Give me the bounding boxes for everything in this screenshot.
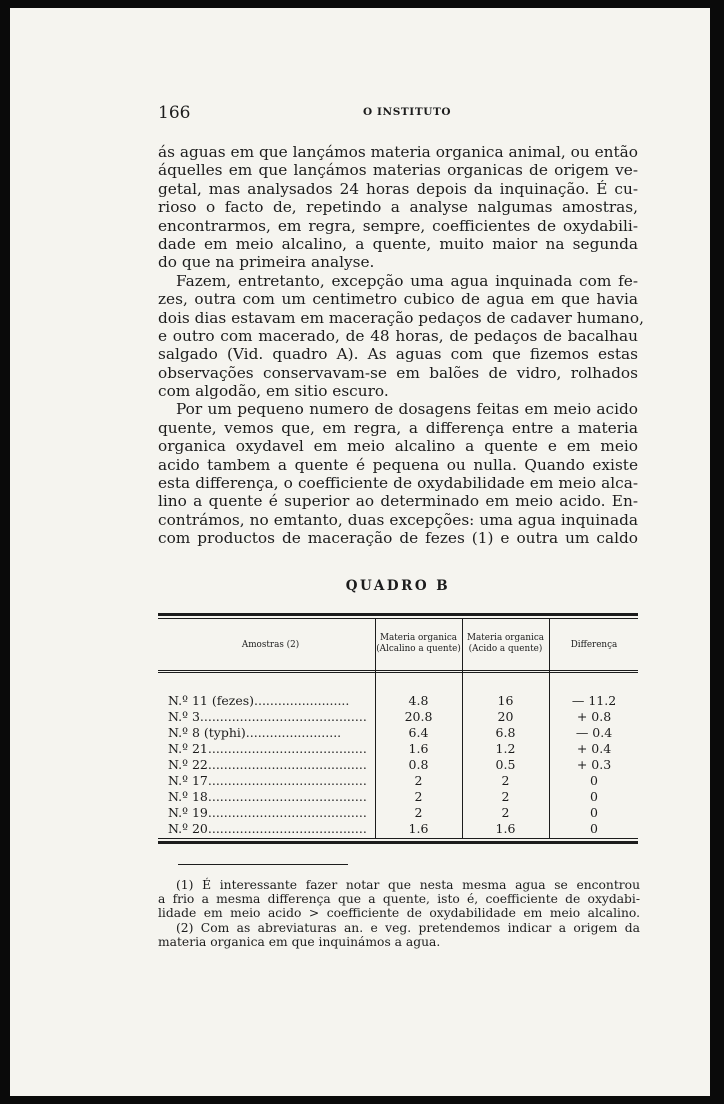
- table-bottom-rule-thin: [158, 838, 638, 839]
- cell-acido: 16: [497, 693, 514, 708]
- body-line: dois dias estavam em maceração pedaços de cadaver humano,: [158, 308, 644, 327]
- body-line: com productos de maceração de fezes (1) e outra um caldo: [158, 529, 638, 548]
- table-bottom-rule: [158, 841, 638, 844]
- row-amostra: N.º 17........................................: [168, 773, 367, 788]
- cell-alcalino: 0.8: [408, 757, 429, 772]
- body-line: lino a quente é superior ao determinado em meio acido. En-: [158, 492, 638, 511]
- body-line: salgado (Vid. quadro A). As aguas com que fizemos estas: [158, 345, 638, 364]
- header-acido-line1: Materia organica: [466, 633, 545, 643]
- body-line: esta differença, o coefficiente de oxydabilidade em meio alca-: [158, 474, 638, 493]
- running-title: O INSTITUTO: [363, 106, 452, 118]
- cell-acido: 1.6: [495, 821, 516, 836]
- cell-alcalino: 1.6: [408, 741, 429, 756]
- body-line: quente, vemos que, em regra, a differença entre a materia: [158, 418, 638, 437]
- cell-alcalino: 2: [414, 773, 423, 788]
- body-line: áquelles em que lançámos materias organicas de origem ve-: [158, 161, 638, 180]
- row-amostra: N.º 22........................................: [168, 757, 367, 772]
- cell-differenca: 0: [590, 805, 598, 820]
- cell-alcalino: 2: [414, 789, 423, 804]
- header-alcalino-line1: Materia organica: [379, 633, 458, 643]
- cell-acido: 6.8: [495, 725, 516, 740]
- footnotes: [158, 878, 640, 949]
- cell-differenca: 0: [590, 773, 598, 788]
- body-line: contrámos, no emtanto, duas excepções: uma agua inquinada: [158, 510, 638, 529]
- body-line: acido tambem a quente é pequena ou nulla. Quando existe: [158, 455, 638, 474]
- cell-differenca: 0: [590, 789, 598, 804]
- header-acido: [463, 633, 548, 655]
- body-line: getal, mas analysados 24 horas depois da inquinação. É cu-: [158, 179, 638, 198]
- header-amostras: Amostras (2): [241, 640, 300, 650]
- cell-alcalino: 6.4: [408, 725, 429, 740]
- body-line: e outro com macerado, de 48 horas, de pedaços de bacalhau: [158, 326, 638, 345]
- body-line: do que na primeira analyse.: [158, 253, 375, 272]
- cell-differenca: 0: [590, 821, 598, 836]
- cell-acido: 2: [501, 789, 510, 804]
- cell-differenca: + 0.8: [576, 709, 612, 724]
- body-line: ás aguas em que lançámos materia organica animal, ou então: [158, 143, 638, 161]
- cell-differenca: + 0.3: [576, 757, 612, 772]
- header-alcalino-line2: (Alcalino a quente): [376, 644, 461, 654]
- cell-differenca: + 0.4: [576, 741, 612, 756]
- body-line: observações conservavam-se em balões de vidro, rolhados: [158, 363, 638, 382]
- header-differenca: Differença: [570, 640, 618, 650]
- row-amostra: N.º 8 (typhi)........................: [168, 725, 342, 740]
- cell-acido: 1.2: [495, 741, 516, 756]
- header-alcalino: [376, 633, 461, 655]
- cell-acido: 20: [497, 709, 514, 724]
- body-line: encontrarmos, em regra, sempre, coefficientes de oxydabili-: [158, 216, 638, 235]
- header-rule-2: [158, 672, 638, 673]
- footnote-rule: [178, 864, 348, 865]
- cell-alcalino: 20.8: [404, 709, 433, 724]
- body-text: [158, 143, 644, 548]
- cell-acido: 2: [501, 805, 510, 820]
- cell-differenca: — 11.2: [571, 693, 617, 708]
- body-line: com algodão, em sitio escuro.: [158, 382, 389, 401]
- table-top-rule-thin: [158, 618, 638, 619]
- body-line: rioso o facto de, repetindo a analyse nalgumas amostras,: [158, 198, 638, 217]
- page-header: [158, 103, 638, 123]
- row-amostra: N.º 18........................................: [168, 789, 367, 804]
- header-rule: [158, 670, 638, 671]
- cell-alcalino: 4.8: [408, 693, 429, 708]
- row-amostra: N.º 20........................................: [168, 821, 367, 836]
- quadro-b-table: [158, 613, 638, 846]
- header-acido-line2: (Acido a quente): [468, 644, 543, 654]
- cell-acido: 2: [501, 773, 510, 788]
- row-amostra: N.º 3..........................................: [168, 709, 367, 724]
- row-amostra: N.º 21........................................: [168, 741, 367, 756]
- body-line: zes, outra com um centimetro cubico de agua em que havia: [158, 290, 638, 309]
- table-top-rule: [158, 613, 638, 616]
- body-line: Por um pequeno numero de dosagens feitas em meio acido: [176, 400, 638, 419]
- book-page: [10, 8, 710, 1096]
- body-line: dade em meio alcalino, a quente, muito maior na segunda: [158, 234, 638, 253]
- cell-acido: 0.5: [495, 757, 516, 772]
- footnote-line: (2) Com as abreviaturas an. e veg. pretendemos indicar a origem da: [176, 920, 640, 935]
- body-line: organica oxydavel em meio alcalino a quente e em meio: [158, 437, 638, 456]
- footnote-line: (1) É interessante fazer notar que nesta mesma agua se encontrou: [176, 878, 640, 892]
- row-amostra: N.º 11 (fezes)........................: [168, 693, 350, 708]
- footnote-line: materia organica em que inquinámos a agua.: [158, 934, 441, 949]
- cell-alcalino: 2: [414, 805, 423, 820]
- cell-alcalino: 1.6: [408, 821, 429, 836]
- table-title: QUADRO B: [345, 578, 451, 594]
- footnote-line: lidade em meio acido > coefficiente de oxydabilidade em meio alcalino.: [158, 906, 640, 921]
- footnote-line: a frio a mesma differença que a quente, isto é, coefficiente de oxydabi-: [158, 892, 640, 907]
- cell-differenca: — 0.4: [575, 725, 613, 740]
- body-line: Fazem, entretanto, excepção uma agua inquinada com fe-: [176, 271, 638, 290]
- page-number: 166: [158, 103, 191, 123]
- row-amostra: N.º 19........................................: [168, 805, 367, 820]
